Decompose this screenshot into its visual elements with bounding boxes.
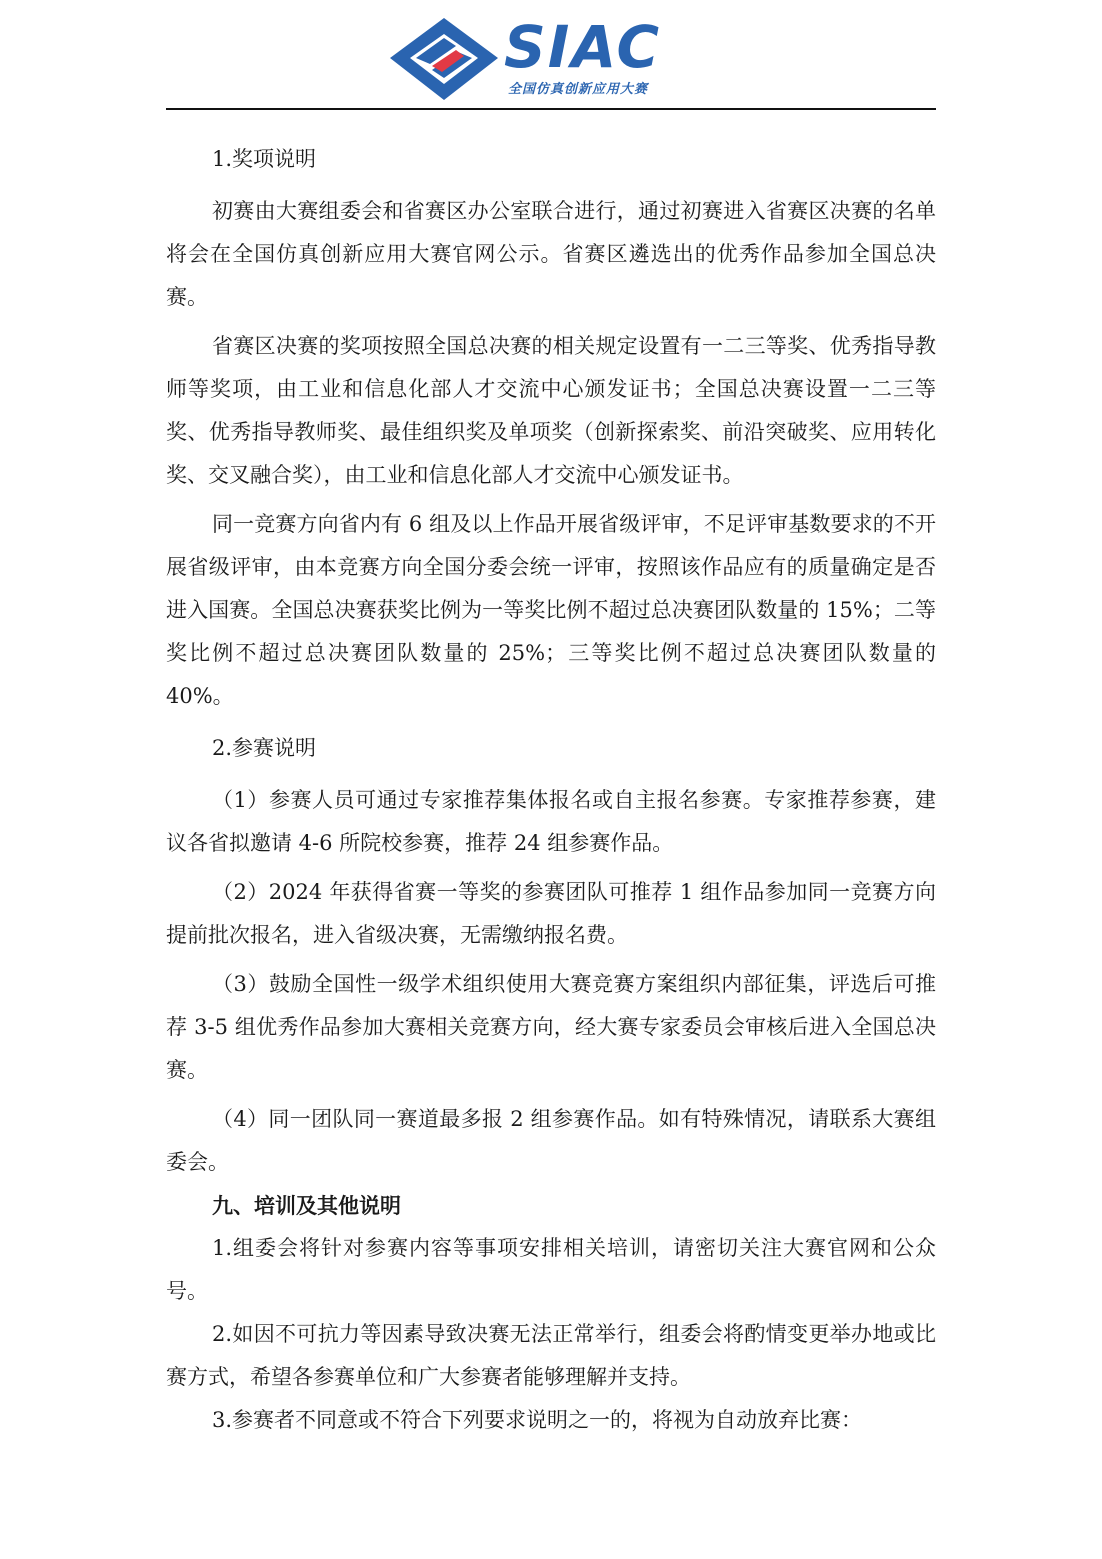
- logo-wordmark: SIAC: [504, 13, 662, 81]
- list-item: （3）鼓励全国性一级学术组织使用大赛竞赛方案组织内部征集，评选后可推荐 3-5 组优秀作品参加大赛相关竞赛方向，经大赛专家委员会审核后进入全国总决赛。: [166, 972, 936, 1082]
- logo-subtitle: 全国仿真创新应用大赛: [508, 82, 649, 97]
- list-item: 2.如因不可抗力等因素导致决赛无法正常举行，组委会将酌情变更举办地或比赛方式，希望各参赛单位和广大参赛者能够理解并支持。: [166, 1322, 936, 1389]
- list-item: （2）2024 年获得省赛一等奖的参赛团队可推荐 1 组作品参加同一竞赛方向提前批次报名，进入省级决赛，无需缴纳报名费。: [166, 880, 936, 947]
- list-item: 3.参赛者不同意或不符合下列要求说明之一的，将视为自动放弃比赛：: [212, 1408, 863, 1432]
- siac-logo: [386, 14, 716, 104]
- paragraph: 初赛由大赛组委会和省赛区办公室联合进行，通过初赛进入省赛区决赛的名单将会在全国仿真创新应用大赛官网公示。省赛区遴选出的优秀作品参加全国总决赛。: [166, 199, 936, 309]
- section-heading-training: 九、培训及其他说明: [212, 1193, 401, 1218]
- document-body: [166, 138, 936, 1442]
- section-heading-awards: 1.奖项说明: [212, 147, 317, 171]
- list-item: （1）参赛人员可通过专家推荐集体报名或自主报名参赛。专家推荐参赛，建议各省拟邀请 4-6 所院校参赛，推荐 24 组参赛作品。: [166, 788, 936, 855]
- list-item: （4）同一团队同一赛道最多报 2 组参赛作品。如有特殊情况，请联系大赛组委会。: [166, 1107, 936, 1174]
- list-item: 1.组委会将针对参赛内容等事项安排相关培训，请密切关注大赛官网和公众号。: [166, 1236, 936, 1303]
- header-divider: [166, 108, 936, 110]
- section-heading-participation: 2.参赛说明: [212, 736, 317, 760]
- paragraph: 同一竞赛方向省内有 6 组及以上作品开展省级评审，不足评审基数要求的不开展省级评审，由本竞赛方向全国分委会统一评审，按照该作品应有的质量确定是否进入国赛。全国总决赛获奖比例为一等奖比例不超过总决赛团队数量的 15%；二等奖比例不超过总决赛团队数量的 25%；三等奖比例不超过总决赛团队数量的 40%。: [166, 512, 936, 708]
- page-header: [0, 0, 1102, 112]
- paragraph: 省赛区决赛的奖项按照全国总决赛的相关规定设置有一二三等奖、优秀指导教师等奖项，由工业和信息化部人才交流中心颁发证书；全国总决赛设置一二三等奖、优秀指导教师奖、最佳组织奖及单项奖（创新探索奖、前沿突破奖、应用转化奖、交叉融合奖），由工业和信息化部人才交流中心颁发证书。: [166, 334, 936, 487]
- siac-emblem-icon: [386, 14, 502, 104]
